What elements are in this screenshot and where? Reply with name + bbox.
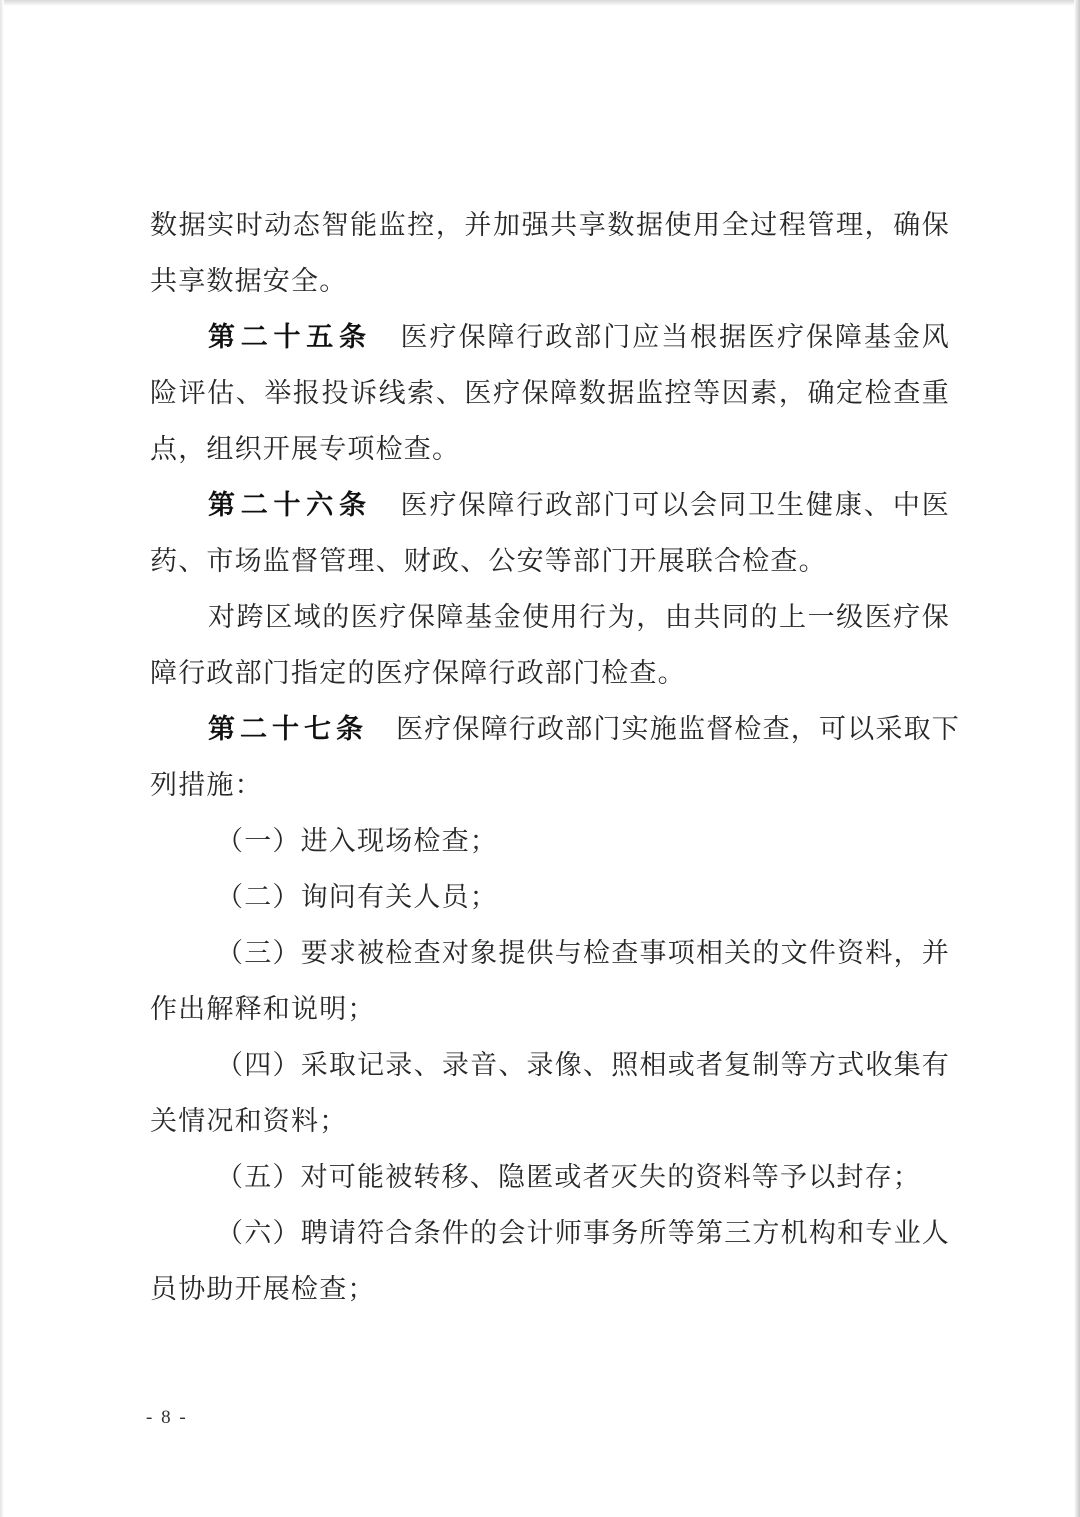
article-27-heading-line: 第二十七条 医疗保障行政部门实施监督检查，可以采取下	[208, 714, 960, 745]
article-25-heading-line: 第二十五条 医疗保障行政部门应当根据医疗保障基金风	[208, 322, 950, 353]
article-number: 第二十六条	[208, 490, 372, 521]
list-item-continuation: 员协助开展检查；	[150, 1274, 376, 1305]
paragraph-line: 列措施：	[150, 770, 263, 801]
list-item: （三）要求被检查对象提供与检查事项相关的文件资料，并	[216, 938, 950, 969]
list-item: （一）进入现场检查；	[216, 826, 498, 857]
page-right-shadow	[1074, 0, 1080, 1517]
page-number: - 8 -	[146, 1407, 188, 1428]
page-top-shadow	[0, 0, 1080, 6]
article-number: 第二十七条	[208, 714, 368, 745]
paragraph-line: 障行政部门指定的医疗保障行政部门检查。	[150, 658, 686, 689]
list-item-continuation: 作出解释和说明；	[150, 994, 376, 1025]
paragraph-line: 数据实时动态智能监控，并加强共享数据使用全过程管理，确保	[150, 210, 950, 241]
article-26-heading-line: 第二十六条 医疗保障行政部门可以会同卫生健康、中医	[208, 490, 950, 521]
list-item: （五）对可能被转移、隐匿或者灭失的资料等予以封存；	[216, 1162, 921, 1193]
paragraph-line: 药、市场监督管理、财政、公安等部门开展联合检查。	[150, 546, 827, 577]
list-item-continuation: 关情况和资料；	[150, 1106, 348, 1137]
paragraph-line: 对跨区域的医疗保障基金使用行为，由共同的上一级医疗保	[208, 602, 950, 633]
paragraph-line: 险评估、举报投诉线索、医疗保障数据监控等因素，确定检查重	[150, 378, 950, 409]
list-item: （二）询问有关人员；	[216, 882, 498, 913]
paragraph-line: 点，组织开展专项检查。	[150, 434, 461, 465]
list-item: （四）采取记录、录音、录像、照相或者复制等方式收集有	[216, 1050, 950, 1081]
paragraph-line: 共享数据安全。	[150, 266, 348, 297]
article-number: 第二十五条	[208, 322, 372, 353]
list-item: （六）聘请符合条件的会计师事务所等第三方机构和专业人	[216, 1218, 950, 1249]
page-left-shadow	[0, 0, 4, 1517]
